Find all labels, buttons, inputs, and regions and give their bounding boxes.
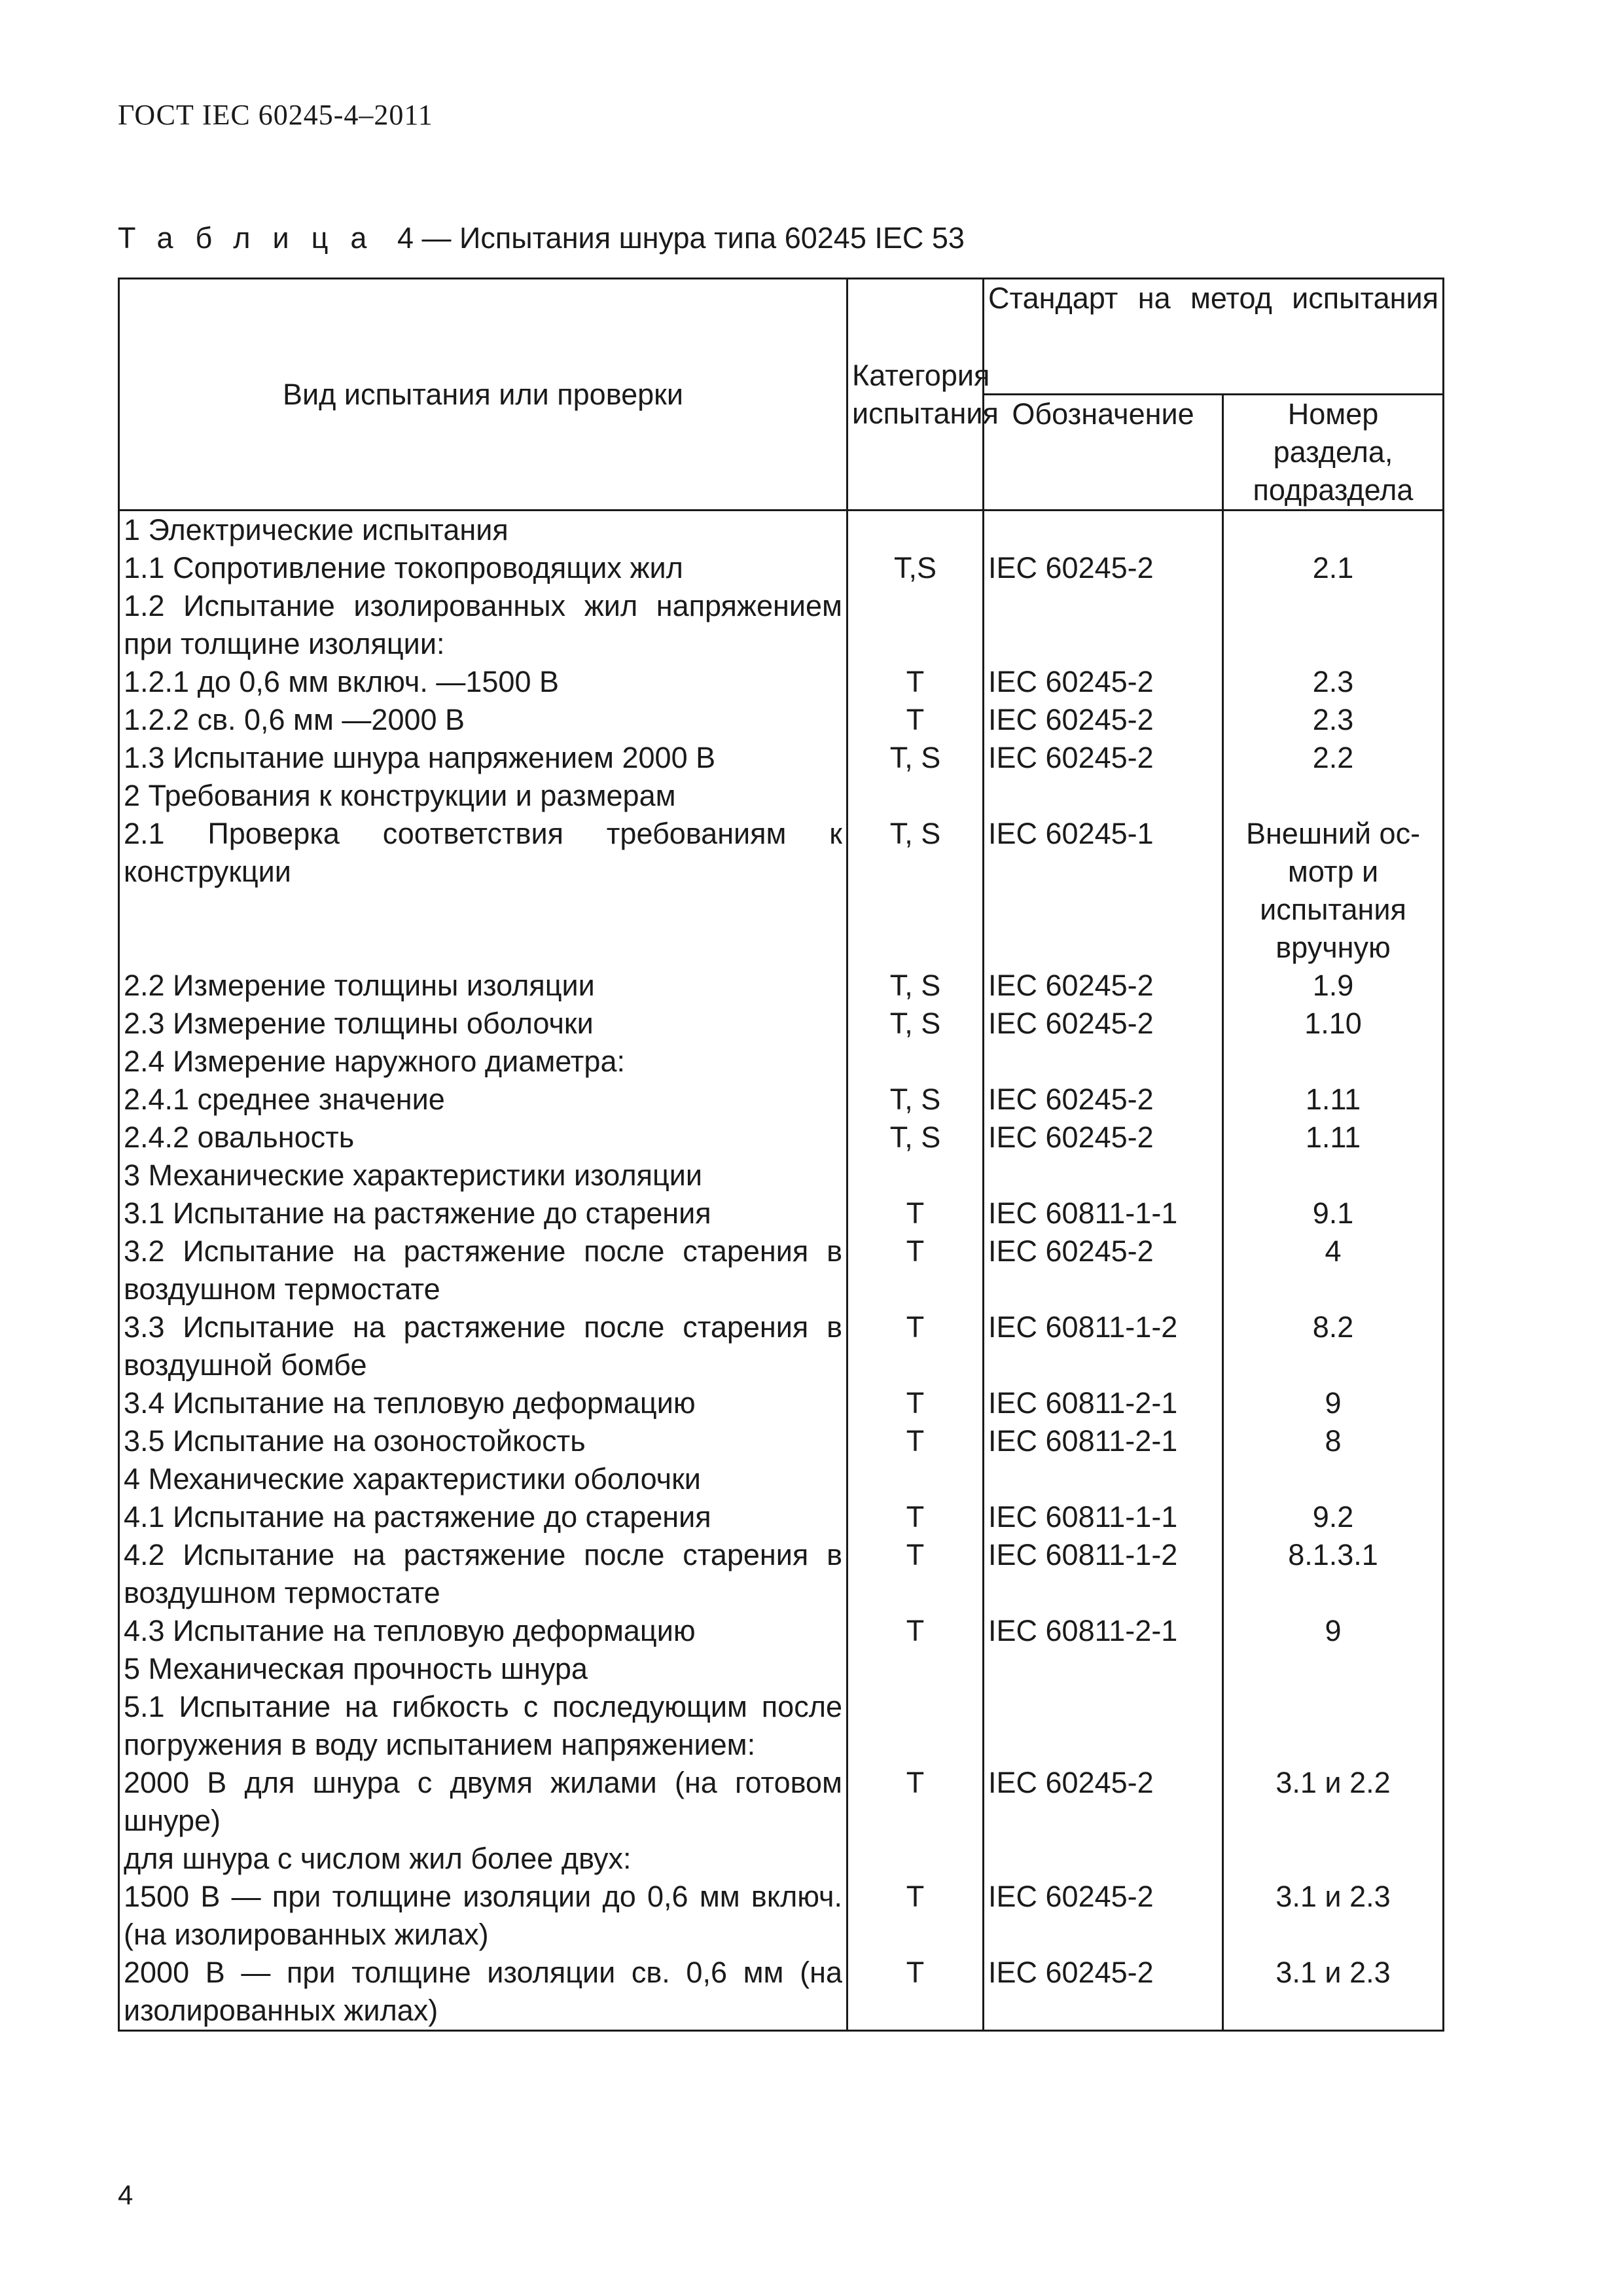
table-row	[119, 1384, 1444, 1422]
cell-designation: IEC 60811-2-1	[984, 1612, 1223, 1650]
cell-test-name: 1.2.2 св. 0,6 мм —2000 В	[119, 701, 847, 739]
cell-test-name: 2.4 Измерение наружного диаметра:	[119, 1043, 847, 1081]
table-caption-number: 4	[397, 221, 414, 255]
cell-section-number: 9.2	[1223, 1498, 1444, 1536]
page-number: 4	[118, 2179, 134, 2210]
table-row	[119, 1498, 1444, 1536]
cell-designation: IEC 60811-2-1	[984, 1384, 1223, 1422]
table-row	[119, 1536, 1444, 1612]
cell-category: T	[847, 701, 984, 739]
cell-test-name: 1.2.1 до 0,6 мм включ. —1500 В	[119, 663, 847, 701]
cell-designation: IEC 60811-1-2	[984, 1308, 1223, 1384]
cell-test-name: 4.1 Испытание на растяжение до старения	[119, 1498, 847, 1536]
cell-category	[847, 1157, 984, 1194]
cell-category: T	[847, 1954, 984, 2031]
table-row	[119, 967, 1444, 1005]
cell-category: T	[847, 1612, 984, 1650]
cell-section-number: 9.1	[1223, 1194, 1444, 1232]
tests-table	[118, 278, 1444, 2032]
cell-category: T, S	[847, 1119, 984, 1157]
cell-section-number: 9	[1223, 1384, 1444, 1422]
cell-category: T	[847, 1384, 984, 1422]
cell-section-number	[1223, 777, 1444, 815]
cell-designation: IEC 60245-2	[984, 1005, 1223, 1043]
cell-section-number	[1223, 1460, 1444, 1498]
cell-designation	[984, 1043, 1223, 1081]
cell-category: T	[847, 1498, 984, 1536]
cell-designation: IEC 60245-2	[984, 1878, 1223, 1954]
cell-designation: IEC 60245-2	[984, 1119, 1223, 1157]
cell-designation: IEC 60811-1-2	[984, 1536, 1223, 1612]
table-row	[119, 1764, 1444, 1840]
cell-category: T	[847, 1764, 984, 1840]
cell-designation: IEC 60245-2	[984, 549, 1223, 587]
cell-designation: IEC 60245-2	[984, 739, 1223, 777]
table-header-row	[119, 279, 1444, 395]
cell-section-number: 1.11	[1223, 1081, 1444, 1119]
cell-section-number: 2.3	[1223, 701, 1444, 739]
table-row	[119, 701, 1444, 739]
cell-section-number	[1223, 511, 1444, 550]
cell-section-number	[1223, 1157, 1444, 1194]
table-row	[119, 1157, 1444, 1194]
table-caption	[118, 221, 965, 255]
cell-section-number: 8	[1223, 1422, 1444, 1460]
table-row	[119, 739, 1444, 777]
table-row	[119, 1422, 1444, 1460]
table-row	[119, 1194, 1444, 1232]
cell-section-number: 1.10	[1223, 1005, 1444, 1043]
table-row	[119, 1308, 1444, 1384]
cell-designation	[984, 777, 1223, 815]
cell-section-number: 8.1.3.1	[1223, 1536, 1444, 1612]
cell-category: T, S	[847, 1005, 984, 1043]
table-row	[119, 1043, 1444, 1081]
cell-category: T	[847, 1194, 984, 1232]
table-body	[119, 511, 1444, 2031]
cell-designation	[984, 1650, 1223, 1688]
cell-test-name: 5 Механическая прочность шнура	[119, 1650, 847, 1688]
cell-section-number: 2.3	[1223, 663, 1444, 701]
cell-designation: IEC 60245-2	[984, 1081, 1223, 1119]
cell-test-name: 1.1 Сопротивление токопроводящих жил	[119, 549, 847, 587]
cell-category	[847, 587, 984, 663]
cell-test-name: 4 Механические характеристики оболочки	[119, 1460, 847, 1498]
table-row	[119, 1460, 1444, 1498]
header-category: Категория испытания	[847, 279, 984, 511]
table-row	[119, 1119, 1444, 1157]
cell-designation	[984, 1688, 1223, 1764]
cell-designation: IEC 60245-2	[984, 1232, 1223, 1308]
cell-section-number: 1.11	[1223, 1119, 1444, 1157]
table-row	[119, 815, 1444, 967]
cell-category: T, S	[847, 815, 984, 967]
cell-section-number: 3.1 и 2.3	[1223, 1878, 1444, 1954]
cell-test-name: 2.1 Проверка соответствия требованиям к конструкции	[119, 815, 847, 967]
cell-category	[847, 511, 984, 550]
cell-section-number: 4	[1223, 1232, 1444, 1308]
cell-test-name: 2000 В для шнура с двумя жилами (на готовом шнуре)	[119, 1764, 847, 1840]
table-row	[119, 587, 1444, 663]
table-row	[119, 1840, 1444, 1878]
cell-test-name: для шнура с числом жил более двух:	[119, 1840, 847, 1878]
cell-test-name: 3.5 Испытание на озоностойкость	[119, 1422, 847, 1460]
cell-test-name: 1.2 Испытание изолированных жил напряжением при толщине изоляции:	[119, 587, 847, 663]
cell-category: T	[847, 1232, 984, 1308]
cell-category: T	[847, 1878, 984, 1954]
cell-designation	[984, 511, 1223, 550]
cell-section-number: 2.1	[1223, 549, 1444, 587]
cell-category	[847, 1460, 984, 1498]
cell-test-name: 2.4.2 овальность	[119, 1119, 847, 1157]
cell-test-name: 2.2 Измерение толщины изоляции	[119, 967, 847, 1005]
header-designation: Обозначение	[984, 395, 1223, 511]
cell-category: T, S	[847, 967, 984, 1005]
cell-category	[847, 1688, 984, 1764]
cell-section-number	[1223, 587, 1444, 663]
cell-designation: IEC 60245-2	[984, 967, 1223, 1005]
cell-section-number: 8.2	[1223, 1308, 1444, 1384]
cell-test-name: 3 Механические характеристики изоляции	[119, 1157, 847, 1194]
cell-test-name: 5.1 Испытание на гибкость с последующим после погружения в воду испытанием напряжением:	[119, 1688, 847, 1764]
cell-test-name: 3.2 Испытание на растяжение после старения в воздушном термостате	[119, 1232, 847, 1308]
header-test-type: Вид испытания или проверки	[119, 279, 847, 511]
header-section-number: Номер раздела, подраздела	[1223, 395, 1444, 511]
table-caption-prefix: Таблица	[118, 221, 389, 255]
cell-category: T, S	[847, 1081, 984, 1119]
table-row	[119, 511, 1444, 550]
table-row	[119, 777, 1444, 815]
table-row	[119, 663, 1444, 701]
table-row	[119, 1612, 1444, 1650]
cell-designation: IEC 60245-2	[984, 663, 1223, 701]
cell-section-number	[1223, 1650, 1444, 1688]
cell-test-name: 4.3 Испытание на тепловую деформацию	[119, 1612, 847, 1650]
cell-category	[847, 1043, 984, 1081]
cell-test-name: 3.3 Испытание на растяжение после старения в воздушной бомбе	[119, 1308, 847, 1384]
table-caption-text: — Испытания шнура типа 60245 IEC 53	[421, 221, 965, 255]
cell-test-name: 2.4.1 среднее значение	[119, 1081, 847, 1119]
table-row	[119, 1878, 1444, 1954]
cell-section-number	[1223, 1043, 1444, 1081]
cell-designation: IEC 60245-2	[984, 1954, 1223, 2031]
cell-test-name: 2 Требования к конструкции и размерам	[119, 777, 847, 815]
cell-section-number: 2.2	[1223, 739, 1444, 777]
cell-designation	[984, 1157, 1223, 1194]
cell-section-number: 3.1 и 2.3	[1223, 1954, 1444, 2031]
header-standard: Стандарт на метод испытания	[984, 279, 1444, 395]
cell-designation: IEC 60811-1-1	[984, 1194, 1223, 1232]
cell-category: T	[847, 1308, 984, 1384]
cell-designation	[984, 587, 1223, 663]
cell-test-name: 3.4 Испытание на тепловую деформацию	[119, 1384, 847, 1422]
cell-designation: IEC 60245-2	[984, 701, 1223, 739]
table-row	[119, 1081, 1444, 1119]
cell-designation: IEC 60811-2-1	[984, 1422, 1223, 1460]
cell-category: T	[847, 1536, 984, 1612]
cell-test-name: 1.3 Испытание шнура напряжением 2000 В	[119, 739, 847, 777]
cell-section-number: 1.9	[1223, 967, 1444, 1005]
table-row	[119, 1650, 1444, 1688]
cell-category	[847, 777, 984, 815]
cell-section-number: 9	[1223, 1612, 1444, 1650]
cell-category: T	[847, 1422, 984, 1460]
table-row	[119, 1232, 1444, 1308]
cell-category: T, S	[847, 739, 984, 777]
table-row	[119, 549, 1444, 587]
cell-designation: IEC 60245-1	[984, 815, 1223, 967]
cell-section-number	[1223, 1688, 1444, 1764]
cell-section-number	[1223, 1840, 1444, 1878]
cell-section-number: 3.1 и 2.2	[1223, 1764, 1444, 1840]
cell-category	[847, 1650, 984, 1688]
cell-test-name: 2000 В — при толщине изоляции св. 0,6 мм (на изолированных жилах)	[119, 1954, 847, 2031]
cell-designation	[984, 1840, 1223, 1878]
cell-designation: IEC 60245-2	[984, 1764, 1223, 1840]
document-header: ГОСТ IEC 60245-4–2011	[118, 99, 433, 131]
cell-category	[847, 1840, 984, 1878]
cell-category: T	[847, 663, 984, 701]
cell-category: T,S	[847, 549, 984, 587]
cell-test-name: 2.3 Измерение толщины оболочки	[119, 1005, 847, 1043]
cell-test-name: 3.1 Испытание на растяжение до старения	[119, 1194, 847, 1232]
cell-test-name: 1 Электрические испытания	[119, 511, 847, 550]
cell-test-name: 1500 В — при толщине изоляции до 0,6 мм включ. (на изолированных жилах)	[119, 1878, 847, 1954]
table-row	[119, 1954, 1444, 2031]
cell-designation	[984, 1460, 1223, 1498]
cell-test-name: 4.2 Испытание на растяжение после старения в воздушном термостате	[119, 1536, 847, 1612]
table-row	[119, 1688, 1444, 1764]
cell-designation: IEC 60811-1-1	[984, 1498, 1223, 1536]
table-row	[119, 1005, 1444, 1043]
cell-section-number: Внешний ос-мотр и испытания вручную	[1223, 815, 1444, 967]
